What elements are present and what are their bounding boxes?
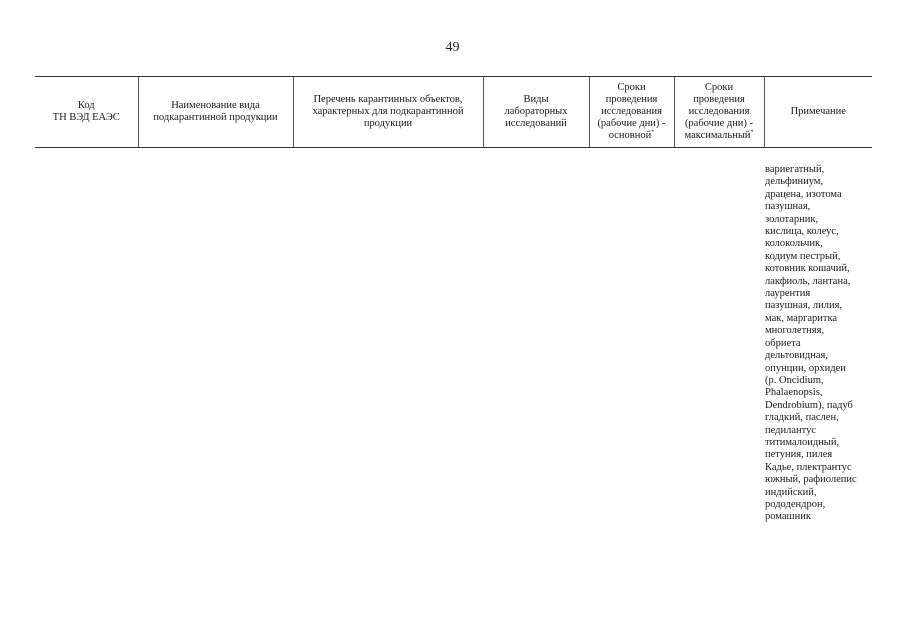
page-number: 49 [445, 40, 460, 55]
cell-code [35, 148, 138, 524]
cell-term-main [589, 148, 674, 524]
table-row [35, 148, 872, 524]
quarantine-table [35, 76, 872, 524]
header-term-max [674, 77, 764, 148]
cell-quarantine-objects [293, 148, 483, 524]
header-product-name: Наименование вида подкарантинной продукции [138, 77, 293, 148]
footnote-mark: * [651, 129, 655, 136]
table-header-row [35, 77, 872, 148]
header-code: Код ТН ВЭД ЕАЭС [35, 77, 138, 148]
header-quarantine-objects: Перечень карантинных объектов, характерных для подкарантинной продукции [293, 77, 483, 148]
header-term-main-text: Сроки проведения исследования (рабочие дни) - основной [597, 82, 666, 141]
header-term-max-text: Сроки проведения исследования (рабочие дни) - максимальный [684, 82, 754, 141]
cell-term-max [674, 148, 764, 524]
cell-product-name [138, 148, 293, 524]
header-note: Примечание [764, 77, 872, 148]
header-lab-studies: Виды лабораторных исследований [483, 77, 589, 148]
footnote-mark: * [750, 129, 754, 136]
cell-note: вариегатный, дельфиниум, драцена, изотома пазушная, золотарник, кислица, колеус, колокольчик, кодиум пестрый, котовник кошачий, лакфиоль, лантана, лаурентия пазушная, лилия, мак, маргаритка многолетняя, обриета дельтовидная, опунции, орхидеи (р. Oncidium, Phalaenopsis, Dendrobium), падуб гладкий, паслен, педилантус титималоидный, петуния, пилея Кадье, плектрантус южный, рафиолепис индийский, рододендрон, ромашник [765, 164, 857, 523]
cell-lab-studies [483, 148, 589, 524]
header-term-main [589, 77, 674, 148]
